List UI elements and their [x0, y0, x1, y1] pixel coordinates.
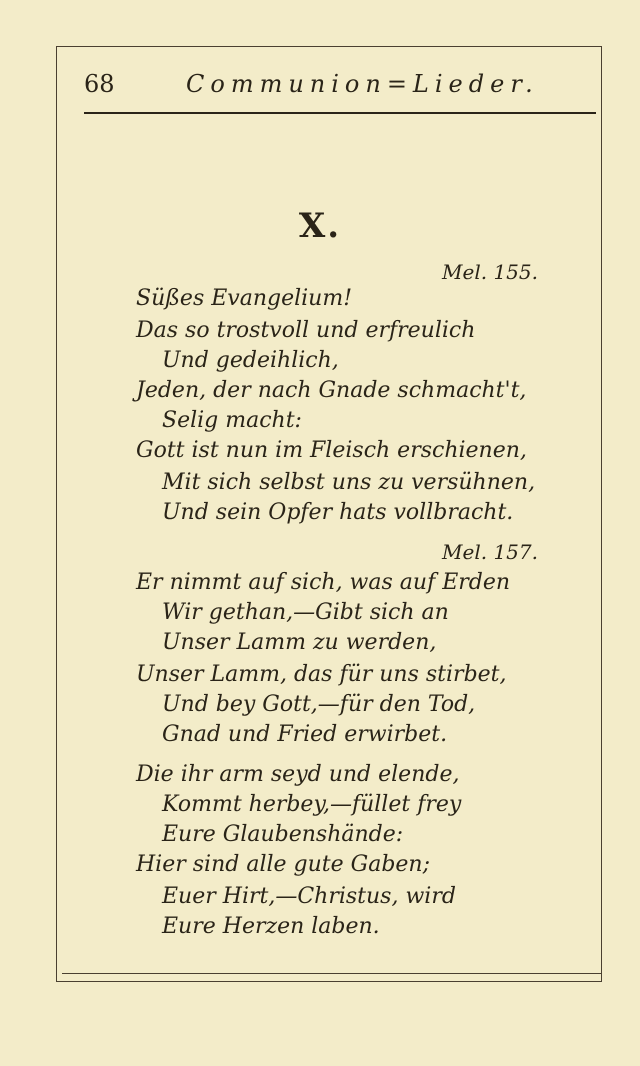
verse-line: Und sein Opfer hats vollbracht.	[162, 500, 514, 525]
verse-line: Eure Herzen laben.	[162, 914, 380, 939]
verse-line: Er nimmt auf sich, was auf Erden	[136, 570, 511, 595]
verse-line: Und bey Gott,—für den Tod,	[162, 692, 476, 717]
header-rule	[84, 112, 596, 114]
melody-reference: Mel. 155.	[442, 260, 538, 284]
melody-reference: Mel. 157.	[442, 540, 538, 564]
verse-line: Hier sind alle gute Gaben;	[136, 852, 431, 877]
verse-line: Mit sich selbst uns zu versühnen,	[162, 470, 536, 495]
verse-line: Wir gethan,—Gibt sich an	[162, 600, 449, 625]
verse-line: Euer Hirt,—Christus, wird	[162, 884, 456, 909]
verse-line: Und gedeihlich,	[162, 348, 339, 373]
verse-line: Das so trostvoll und erfreulich	[136, 318, 476, 343]
verse-line: Jeden, der nach Gnade schmacht't,	[136, 378, 527, 403]
verse-line: Eure Glaubenshände:	[162, 822, 404, 847]
section-numeral: X.	[298, 206, 342, 246]
verse-line: Unser Lamm zu werden,	[162, 630, 437, 655]
verse-line: Süßes Evangelium!	[136, 286, 353, 311]
verse-line: Gott ist nun im Fleisch erschienen,	[136, 438, 527, 463]
page-number: 68	[84, 70, 115, 98]
verse-line: Gnad und Fried erwirbet.	[162, 722, 448, 747]
bottom-rule	[62, 973, 602, 974]
verse-line: Selig macht:	[162, 408, 302, 433]
running-title: Communion=Lieder.	[186, 70, 539, 98]
page-header	[84, 66, 539, 106]
verse-line: Die ihr arm seyd und elende,	[136, 762, 460, 787]
verse-line: Unser Lamm, das für uns stirbet,	[136, 662, 507, 687]
verse-line: Kommt herbey,—füllet frey	[162, 792, 462, 817]
